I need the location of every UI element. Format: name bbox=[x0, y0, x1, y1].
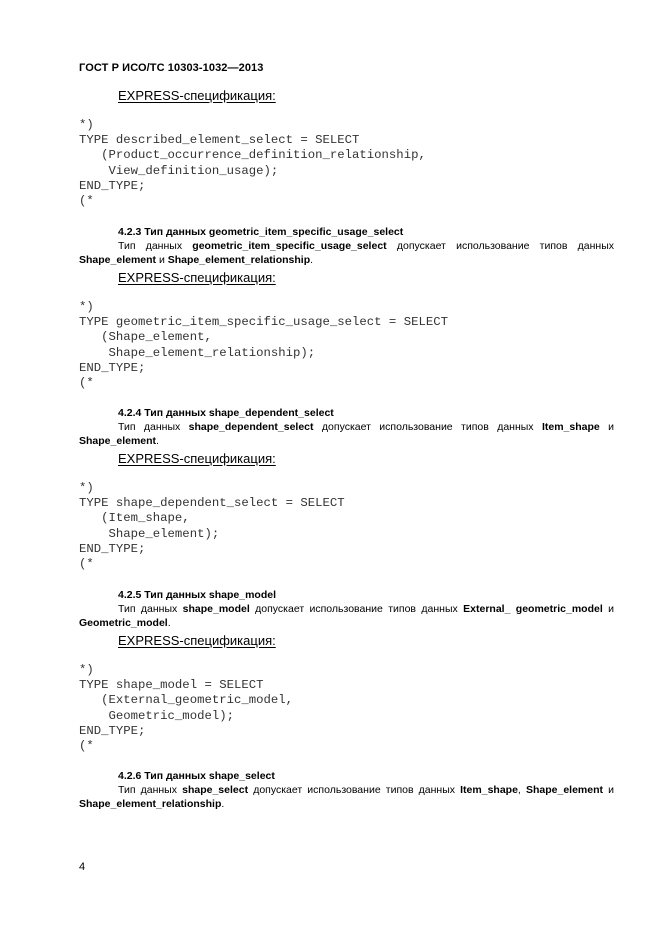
section-title: 4.2.4 Тип данных shape_dependent_select bbox=[118, 407, 334, 419]
express-spec-label: EXPRESS-спецификация: bbox=[118, 270, 276, 285]
para-text: . bbox=[310, 254, 314, 266]
express-code-described-element-select: *) TYPE described_element_select = SELECT (Product_occurrence_definition_relationship, View_definition_usage); END_TYPE; (* bbox=[79, 118, 426, 209]
para-text: и bbox=[602, 603, 614, 615]
section-paragraph bbox=[79, 602, 614, 630]
express-spec-label: EXPRESS-спецификация: bbox=[118, 633, 276, 648]
section-4-2-6 bbox=[79, 769, 614, 811]
section-4-2-4 bbox=[79, 406, 614, 448]
para-text: допускает использование типов данных bbox=[248, 784, 461, 796]
section-title: 4.2.5 Тип данных shape_model bbox=[118, 589, 277, 601]
para-type-name: External_ geometric_model bbox=[463, 603, 603, 615]
para-type-name: Item_shape bbox=[460, 784, 518, 796]
para-text: Тип данных bbox=[118, 421, 189, 433]
para-text: Тип данных bbox=[118, 784, 183, 796]
para-text: и bbox=[599, 421, 614, 433]
section-4-2-3 bbox=[79, 225, 614, 267]
express-spec-label: EXPRESS-спецификация: bbox=[118, 451, 276, 466]
para-text: допускает использование типов данных bbox=[249, 603, 464, 615]
para-type-name: Shape_element_relationship bbox=[167, 254, 311, 266]
para-type-name: Item_shape bbox=[541, 421, 600, 433]
section-paragraph bbox=[79, 783, 614, 811]
para-type-name: shape_select bbox=[182, 784, 249, 796]
section-title: 4.2.6 Тип данных shape_select bbox=[118, 770, 275, 782]
para-type-name: Shape_element_relationship bbox=[79, 798, 222, 810]
para-type-name: Shape_element bbox=[79, 435, 157, 447]
section-4-2-5 bbox=[79, 588, 614, 630]
para-text: Тип данных bbox=[118, 240, 193, 252]
para-text: . bbox=[221, 798, 225, 810]
para-text: . bbox=[167, 617, 171, 629]
page-number: 4 bbox=[79, 861, 86, 873]
section-paragraph bbox=[79, 420, 614, 448]
para-text: допускает использование типов данных bbox=[386, 240, 614, 252]
express-code-shape-dependent-select: *) TYPE shape_dependent_select = SELECT (Item_shape, Shape_element); END_TYPE; (* bbox=[79, 481, 345, 572]
express-spec-label: EXPRESS-спецификация: bbox=[118, 88, 276, 103]
section-paragraph bbox=[79, 239, 614, 267]
para-type-name: Shape_element bbox=[525, 784, 604, 796]
para-text: и bbox=[603, 784, 614, 796]
para-text: . bbox=[156, 435, 159, 447]
express-code-shape-model: *) TYPE shape_model = SELECT (External_geometric_model, Geometric_model); END_TYPE; (* bbox=[79, 663, 294, 754]
express-code-geometric-item-specific-usage-select: *) TYPE geometric_item_specific_usage_select = SELECT (Shape_element, Shape_element_relationship); END_TYPE; (* bbox=[79, 300, 448, 391]
para-type-name: shape_model bbox=[182, 603, 250, 615]
section-title: 4.2.3 Тип данных geometric_item_specific_usage_select bbox=[118, 226, 404, 238]
para-text: , bbox=[517, 784, 526, 796]
para-type-name: Shape_element bbox=[79, 254, 157, 266]
standard-header: ГОСТ Р ИСО/ТС 10303-1032—2013 bbox=[79, 62, 264, 74]
para-text: допускает использование типов данных bbox=[313, 421, 542, 433]
para-type-name: geometric_item_specific_usage_select bbox=[192, 240, 387, 252]
para-text: Тип данных bbox=[118, 603, 183, 615]
para-type-name: Geometric_model bbox=[79, 617, 168, 629]
para-type-name: shape_dependent_select bbox=[188, 421, 314, 433]
para-text: и bbox=[156, 254, 168, 266]
